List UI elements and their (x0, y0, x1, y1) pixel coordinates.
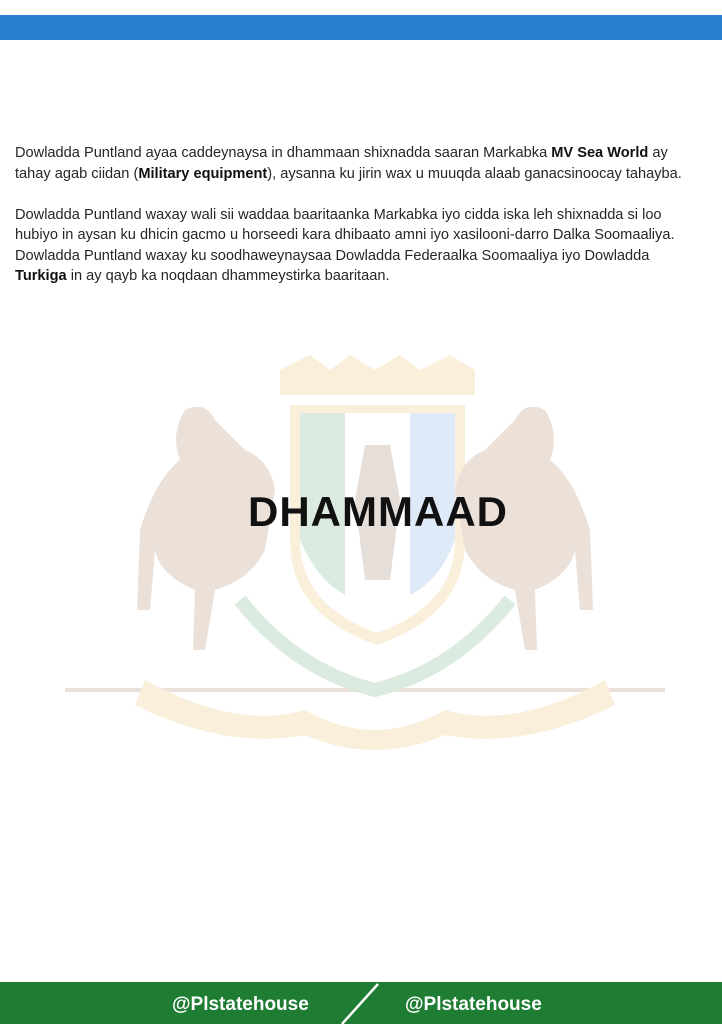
press-release-body (15, 143, 705, 307)
paragraph-2: Dowladda Puntland waxay wali sii waddaa baaritaanka Markabka iyo cidda iska leh shixnadda si loo hubiyo in aysan ku dhicin gacmo u horseedi kara dhibaato amni iyo xasilooni-darro Dalka Soomaaliya. Dowladda Puntland waxay ku soodhaweynaysaa Dowladda Federaalka Soomaaliya iyo Dowladda Turkiga in ay qayb ka noqdaan dhammeystirka baaritaan. (15, 206, 675, 284)
coat-of-arms-watermark-icon (55, 350, 675, 760)
closing-text: DHAMMAAD (248, 488, 508, 535)
top-color-bar (0, 15, 722, 40)
social-handle-left[interactable]: @Plstatehouse (172, 994, 309, 1015)
turkey-term: Turkiga (15, 268, 67, 284)
ship-name: MV Sea World (551, 145, 649, 161)
social-handle-right[interactable]: @Plstatehouse (405, 994, 542, 1015)
military-equipment-term: Military equipment (138, 165, 268, 182)
paragraph-1: Dowladda Puntland ayaa caddeynaysa in dhammaan shixnadda saaran Markabka MV Sea World ay tahay agab ciidan (Military equipment), aysanna ku jirin wax u muuqda alaab ganacsinoocay tahayba. (15, 145, 682, 182)
footer-bar (0, 982, 722, 1024)
slash-divider-icon (340, 982, 380, 1024)
